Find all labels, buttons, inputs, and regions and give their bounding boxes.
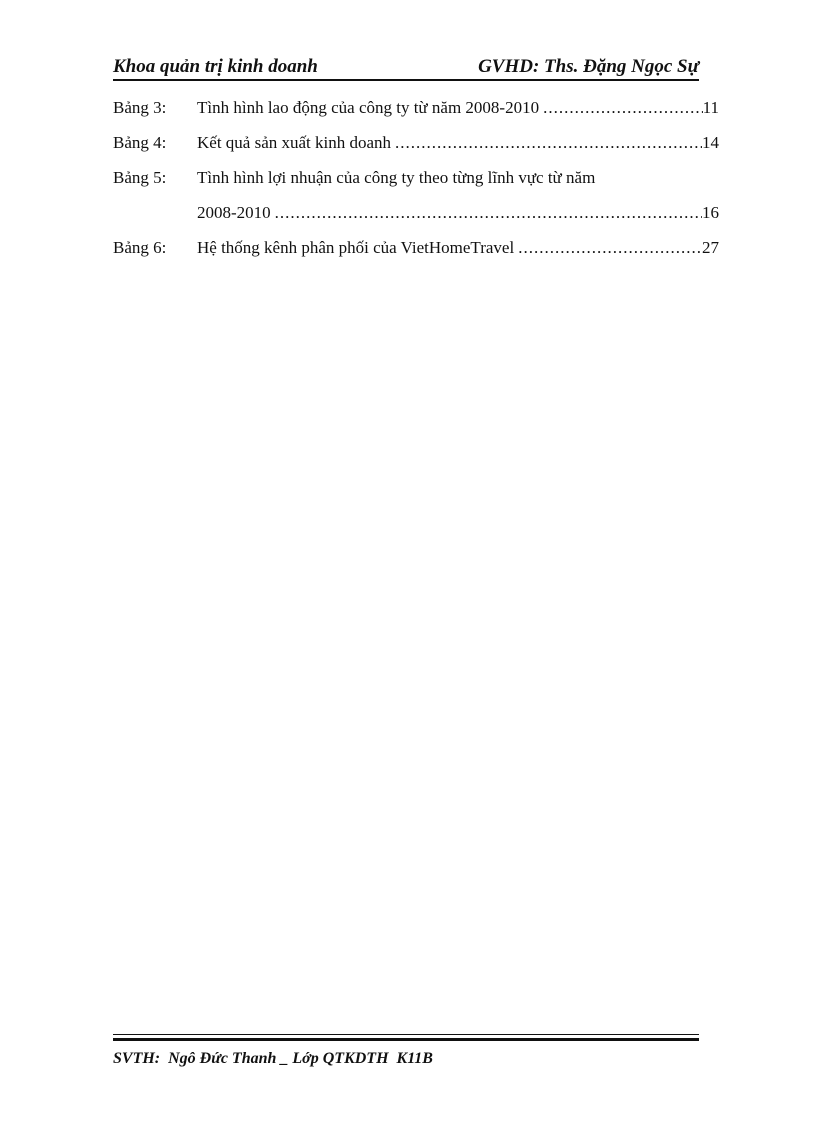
toc-label: Bảng 6: [113, 238, 167, 257]
toc-leader-dots [543, 94, 703, 122]
header-supervisor: GVHD: Ths. Đặng Ngọc Sự [478, 56, 699, 77]
toc-entry-bang-5-continued[interactable] [113, 199, 719, 234]
toc-entry-bang-4[interactable] [113, 129, 719, 164]
header-department: Khoa quản trị kinh doanh [113, 56, 318, 77]
toc-entry-bang-3[interactable] [113, 94, 719, 129]
toc-title: Kết quả sản xuất kinh doanh [197, 133, 392, 152]
toc-label: Bảng 5: [113, 168, 167, 187]
toc-title: Tình hình lợi nhuận của công ty theo từng lĩnh vực từ năm [197, 168, 596, 187]
toc-page-number: 27 [702, 238, 719, 257]
toc-page-number: 16 [702, 203, 719, 222]
toc-title: 2008-2010 [197, 203, 271, 222]
toc-page-number: 14 [702, 133, 719, 152]
footer-rule-thin [113, 1034, 699, 1035]
toc-label: Bảng 4: [113, 133, 167, 152]
toc-leader-dots [275, 199, 702, 227]
toc-line [197, 94, 719, 122]
toc-title: Tình hình lao động của công ty từ năm 2008-2010 [197, 98, 540, 117]
toc-page-number: 11 [702, 98, 719, 117]
page-footer: SVTH: Ngô Đức Thanh _ Lớp QTKDTH K11B [113, 1050, 433, 1067]
toc-leader-dots [518, 234, 702, 262]
header-rule [113, 79, 699, 81]
table-of-tables [113, 94, 719, 269]
toc-title: Hệ thống kênh phân phối của VietHomeTravel [197, 238, 515, 257]
toc-label: Bảng 3: [113, 98, 167, 117]
toc-entry-bang-6[interactable] [113, 234, 719, 269]
toc-line [197, 234, 719, 262]
page-header [113, 52, 699, 78]
toc-line [197, 129, 719, 157]
toc-line [197, 199, 719, 227]
footer-rule-thick [113, 1038, 699, 1041]
toc-leader-dots [395, 129, 702, 157]
toc-entry-bang-5[interactable] [113, 164, 719, 199]
